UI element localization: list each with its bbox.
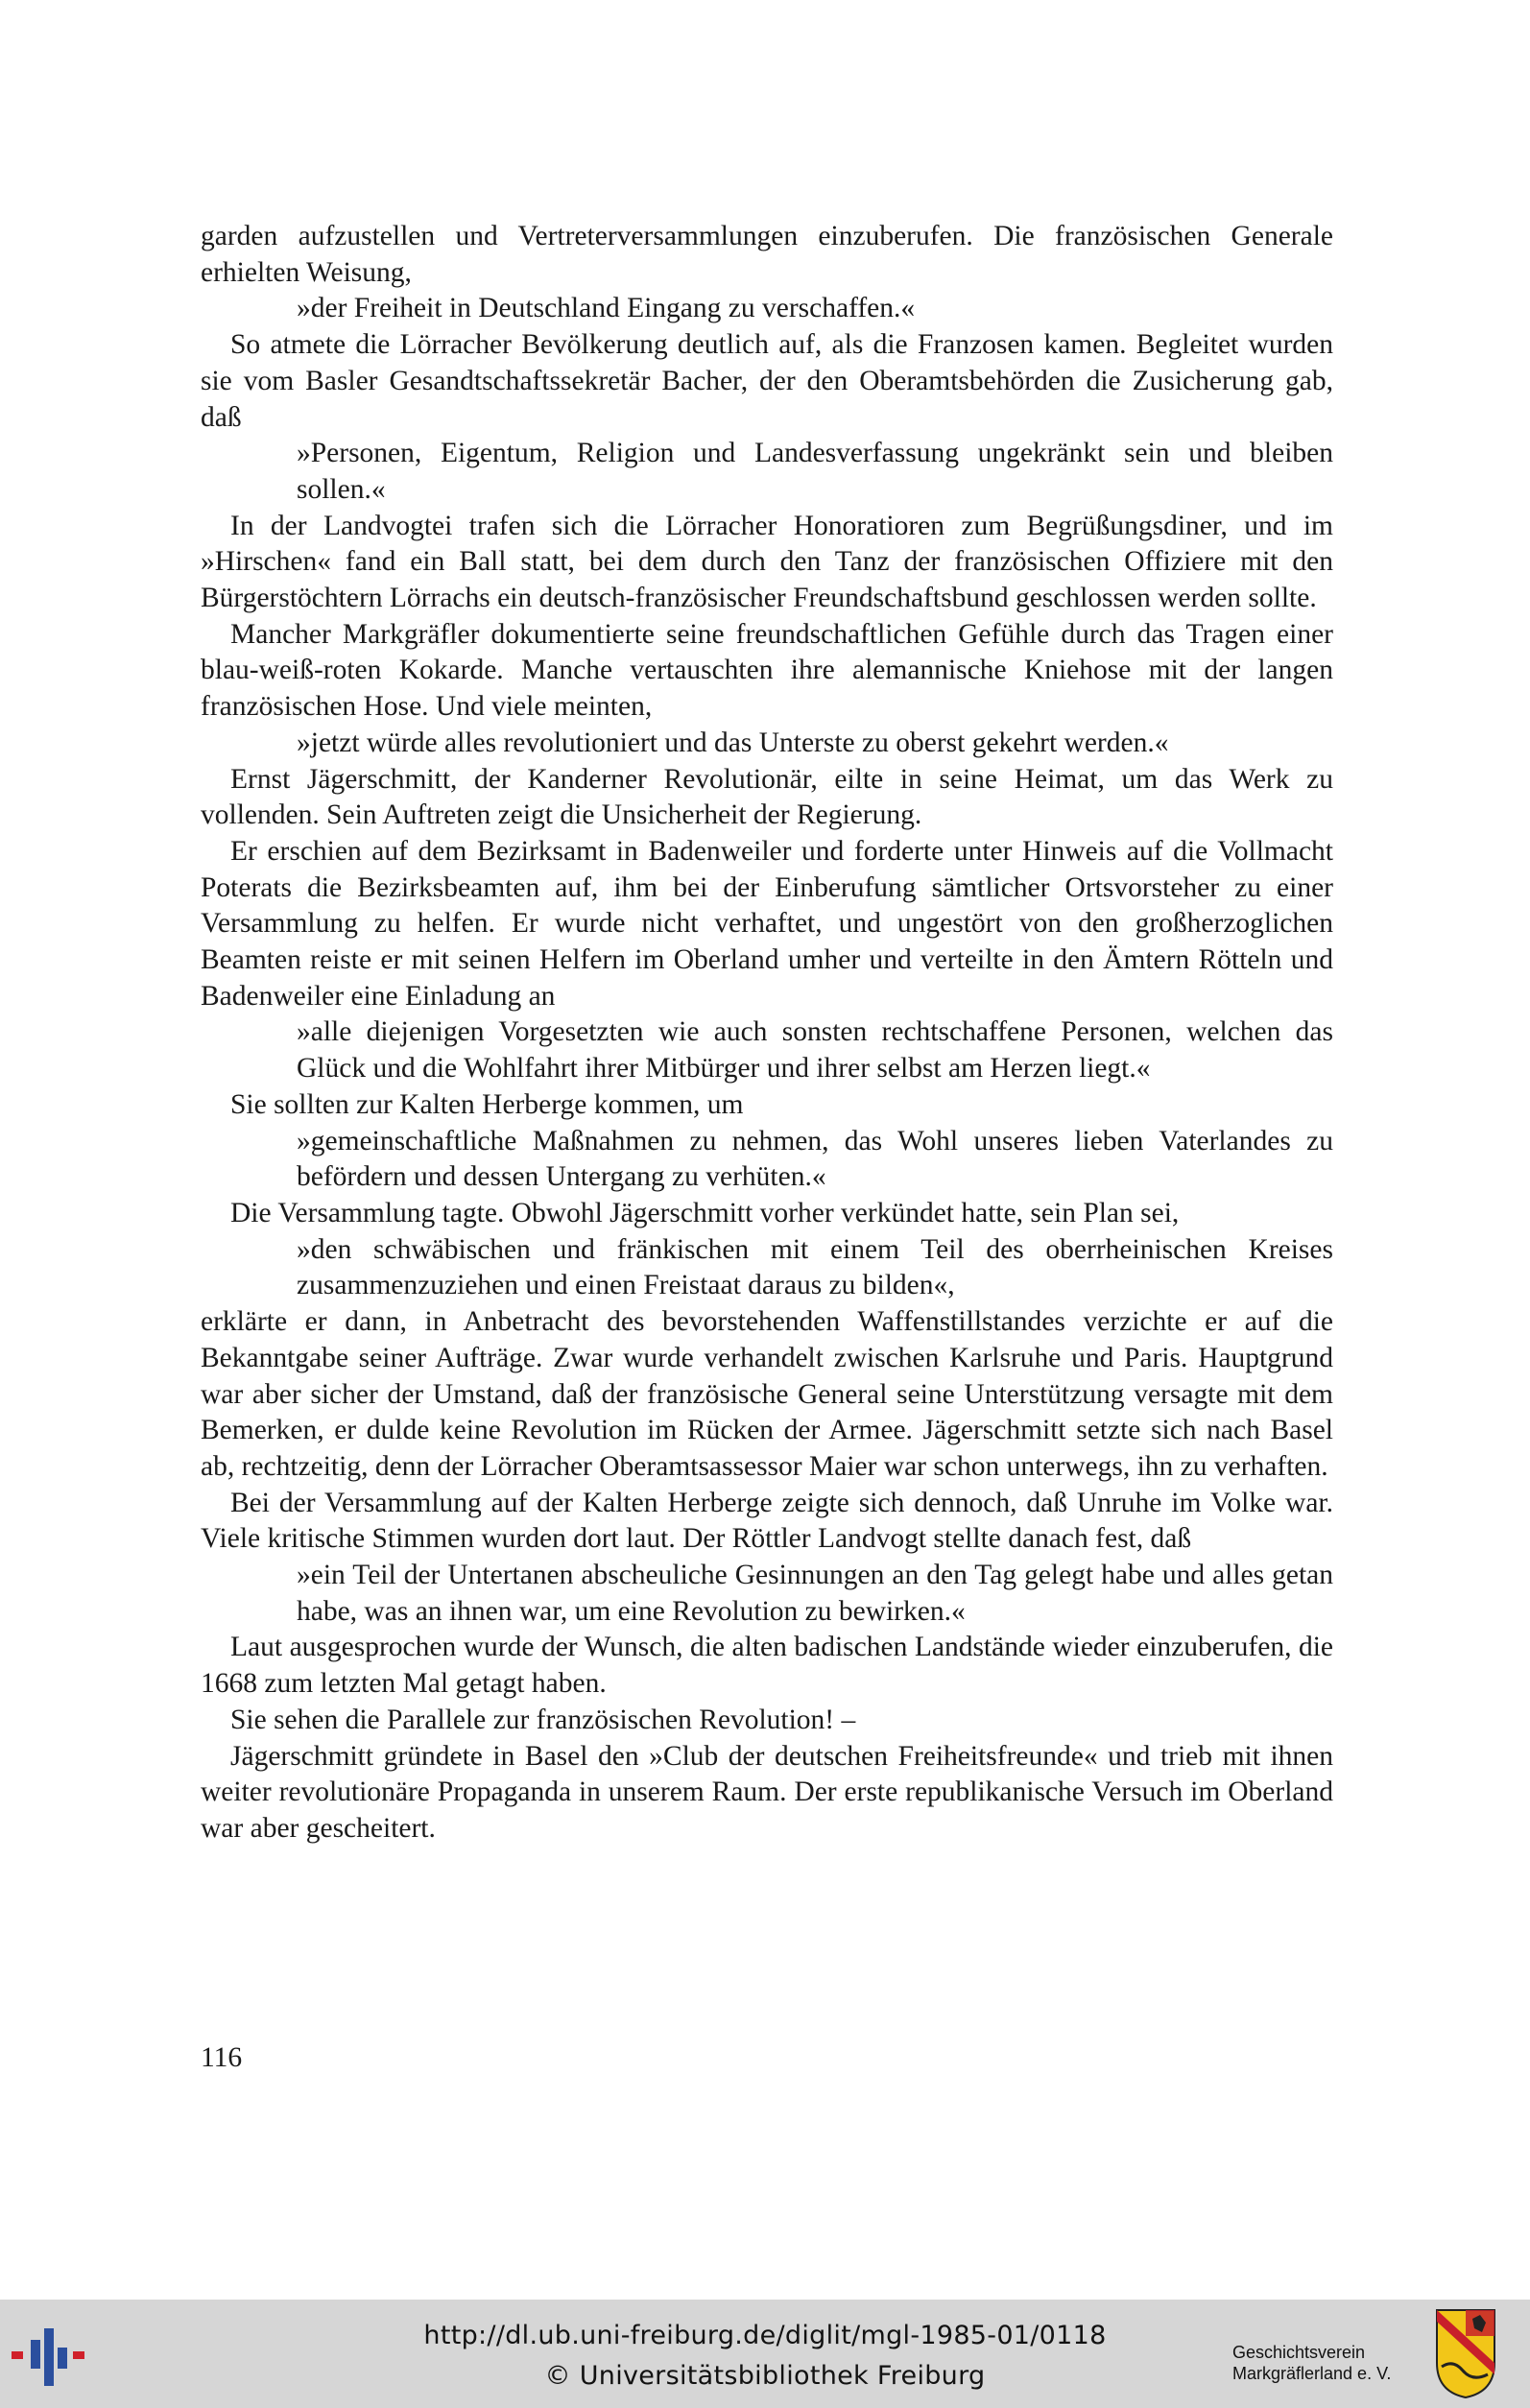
- paragraph: erklärte er dann, in Anbetracht des bevorstehenden Waffenstillstandes verzichte er auf die Bekanntgabe seiner Aufträge. Zwar wurde verhandelt zwischen Karlsruhe und Paris. Hauptgrund war aber sicher der Umstand, daß der französische General seine Unterstützung versagte mit dem Bemerken, er dulde keine Revolution im Rücken der Armee. Jägerschmitt setzte sich nach Basel ab, rechtzeitig, denn der Lörracher Oberamtsassessor Maier war schon unterwegs, ihn zu verhaften.: [201, 1306, 1333, 1482]
- copyright-notice: © Universitätsbibliothek Freiburg: [544, 2361, 986, 2391]
- block-quote: »der Freiheit in Deutschland Eingang zu verschaffen.«: [297, 293, 916, 324]
- footer-bar: [0, 2300, 1530, 2408]
- society-line-1: Geschichtsverein: [1232, 2343, 1366, 2362]
- page-number: 116: [201, 2042, 243, 2073]
- coat-of-arms-icon: [1434, 2307, 1497, 2399]
- permalink-url[interactable]: http://dl.ub.uni-freiburg.de/diglit/mgl-1985-01/0118: [423, 2321, 1107, 2350]
- paragraph: Er erschien auf dem Bezirksamt in Badenweiler und forderte unter Hinweis auf die Vollmacht Poterats die Bezirksbeamten auf, ihm bei der Einberufung sämtlicher Ortsvorsteher zu einer Versammlung zu helfen. Er wurde nicht verhaftet, und ungestört von den großherzoglichen Beamten reiste er mit seinen Helfern im Oberland umher und verteilte in den Ämtern Rötteln und Badenweiler eine Einladung an: [201, 835, 1333, 1012]
- block-quote: »jetzt würde alles revolutioniert und das Unterste zu oberst gekehrt werden.«: [297, 727, 1169, 758]
- society-line-2: Markgräflerland e. V.: [1232, 2364, 1392, 2383]
- paragraph: garden aufzustellen und Vertreterversammlungen einzuberufen. Die französischen Generale erhielten Weisung,: [201, 221, 1333, 288]
- paragraph: Bei der Versammlung auf der Kalten Herberge zeigte sich dennoch, daß Unruhe im Volke war. Viele kritische Stimmen wurden dort laut. Der Röttler Landvogt stellte danach fest, daß: [201, 1487, 1333, 1555]
- paragraph: Die Versammlung tagte. Obwohl Jägerschmitt vorher verkündet hatte, sein Plan sei,: [230, 1197, 1180, 1228]
- paragraph: So atmete die Lörracher Bevölkerung deutlich auf, als die Franzosen kamen. Begleitet wurden sie vom Basler Gesandtschaftssekretär Bacher, der den Oberamtsbehörden die Zusicherung gab, daß: [201, 329, 1333, 433]
- block-quote: »Personen, Eigentum, Religion und Landesverfassung ungekränkt sein und bleiben sollen.«: [297, 438, 1333, 505]
- paragraph: Laut ausgesprochen wurde der Wunsch, die alten badischen Landstände wieder einzuberufen, die 1668 zum letzten Mal getagt haben.: [201, 1632, 1333, 1700]
- block-quote: »alle diejenigen Vorgesetzten wie auch sonsten rechtschaffene Personen, welchen das Glück und die Wohlfahrt ihrer Mitbürger und ihrer selbst am Herzen liegt.«: [297, 1016, 1333, 1085]
- block-quote: »den schwäbischen und fränkischen mit einem Teil des oberrheinischen Kreises zusammenzuziehen und einen Freistaat daraus zu bilden«,: [297, 1233, 1333, 1301]
- block-quote: »ein Teil der Untertanen abscheuliche Gesinnungen an den Tag gelegt habe und alles getan habe, was an ihnen war, um eine Revolution zu bewirken.«: [297, 1560, 1333, 1627]
- society-name: [1232, 2342, 1391, 2384]
- body-text: [201, 219, 1333, 1848]
- paragraph: Ernst Jägerschmitt, der Kanderner Revolutionär, eilte in seine Heimat, um das Werk zu vollenden. Sein Auftreten zeigt die Unsicherheit der Regierung.: [201, 763, 1333, 831]
- paragraph: Mancher Markgräfler dokumentierte seine freundschaftlichen Gefühle durch das Tragen einer blau-weiß-roten Kokarde. Manche vertauschten ihre alemannische Kniehose mit der langen französischen Hose. Und viele meinten,: [201, 618, 1333, 723]
- paragraph: Sie sehen die Parallele zur französischen Revolution! –: [230, 1704, 856, 1735]
- paragraph: In der Landvogtei trafen sich die Lörracher Honoratioren zum Begrüßungsdiner, und im »Hirschen« fand ein Ball statt, bei dem durch den Tanz der französischen Offiziere mit den Bürgerstöchtern Lörrachs ein deutsch-französischer Freundschaftsbund geschlossen werden sollte.: [201, 510, 1333, 614]
- block-quote: »gemeinschaftliche Maßnahmen zu nehmen, das Wohl unseres lieben Vaterlandes zu befördern und dessen Untergang zu verhüten.«: [297, 1125, 1333, 1193]
- paragraph: Sie sollten zur Kalten Herberge kommen, um: [230, 1088, 744, 1120]
- paragraph: Jägerschmitt gründete in Basel den »Club der deutschen Freiheitsfreunde« und trieb mit ihnen weiter revolutionäre Propaganda in unserem Raum. Der erste republikanische Versuch im Oberland war aber gescheitert.: [201, 1740, 1333, 1844]
